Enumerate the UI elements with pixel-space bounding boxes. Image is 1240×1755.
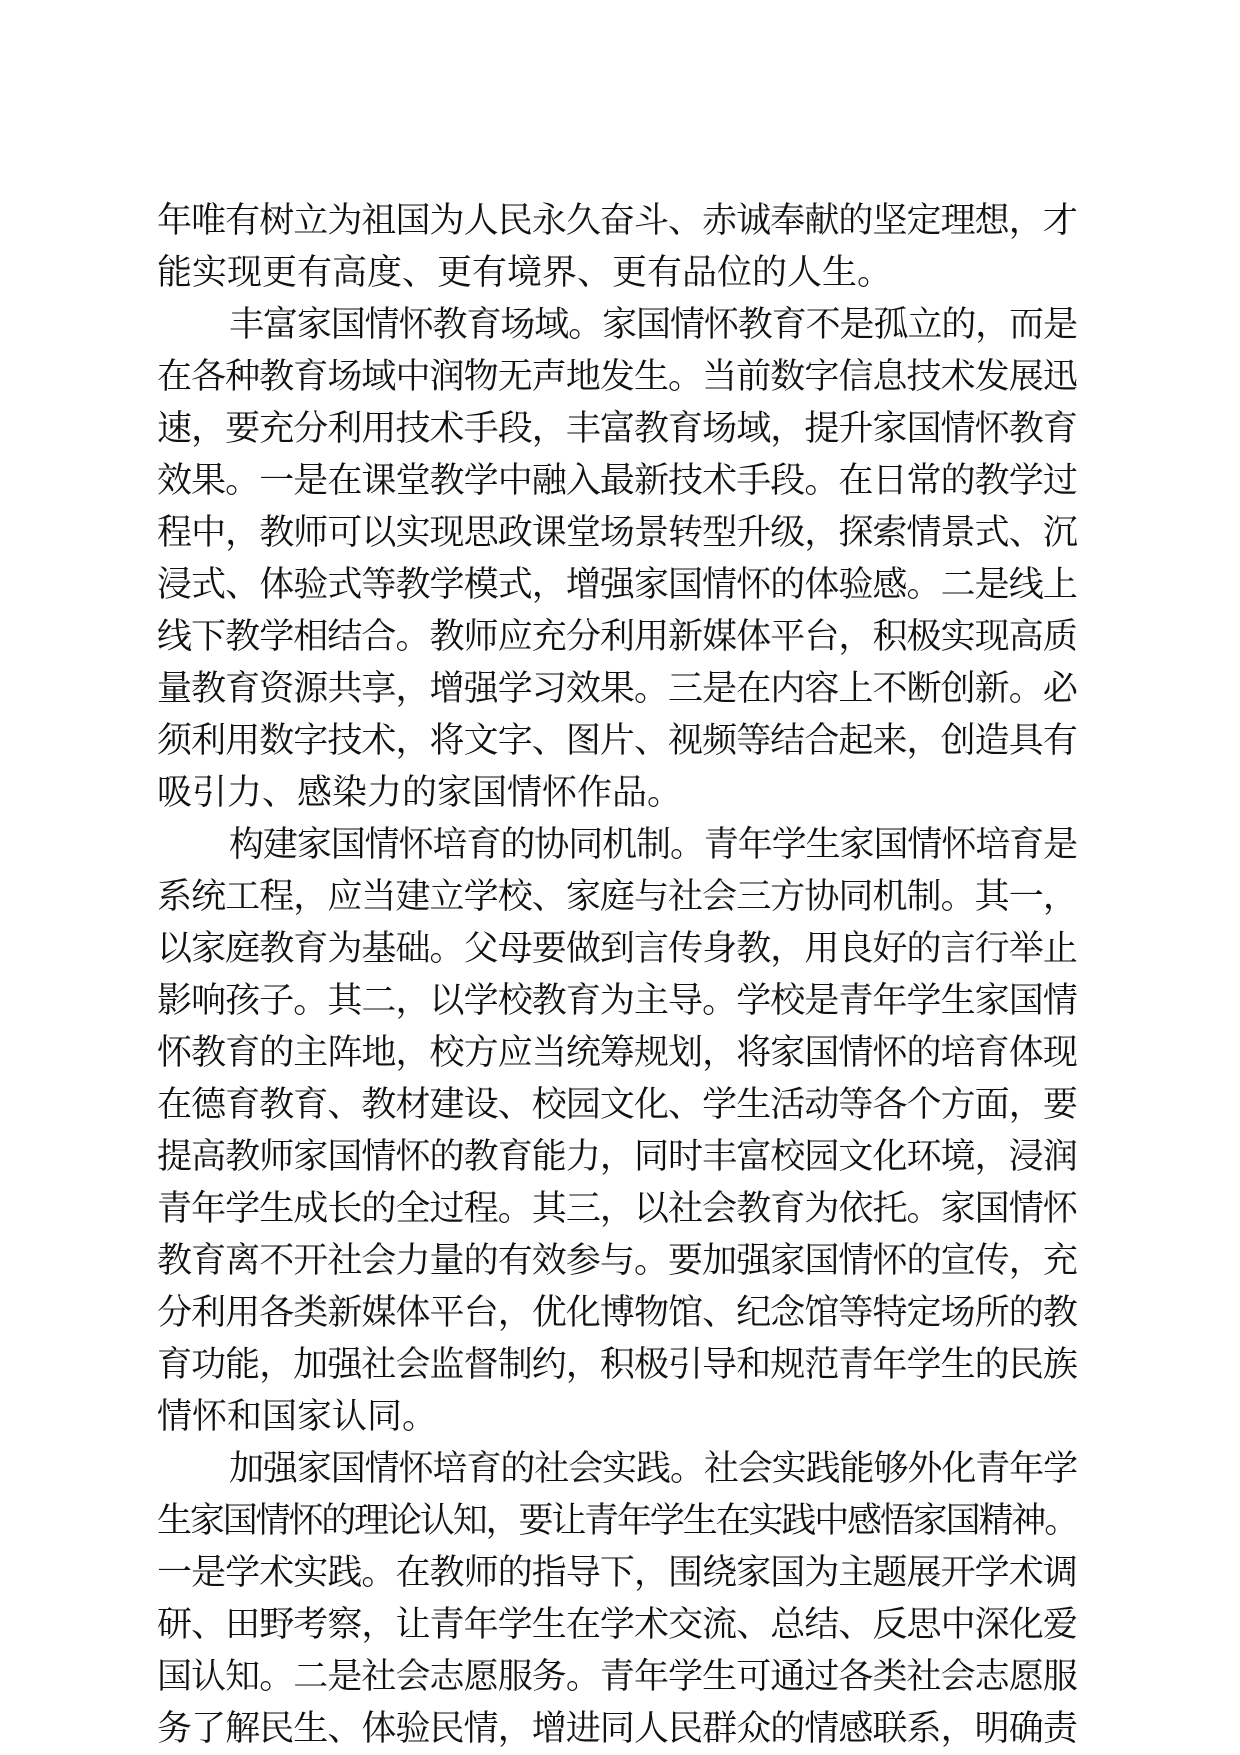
text-line: 浸式、体验式等教学模式，增强家国情怀的体验感。二是线上 <box>157 565 1077 605</box>
text-line: 一是学术实践。在教师的指导下，围绕家国为主题展开学术调 <box>157 1553 1077 1593</box>
text-line: 速，要充分利用技术手段，丰富教育场域，提升家国情怀教育 <box>157 409 1077 449</box>
text-line: 以家庭教育为基础。父母要做到言传身教，用良好的言行举止 <box>157 929 1077 969</box>
text-line: 生家国情怀的理论认知，要让青年学生在实践中感悟家国精神。 <box>157 1501 1078 1541</box>
text-line: 线下教学相结合。教师应充分利用新媒体平台，积极实现高质 <box>157 617 1077 657</box>
text-line: 情怀和国家认同。 <box>157 1397 438 1437</box>
paragraph-first-line: 构建家国情怀培育的协同机制。青年学生家国情怀培育是 <box>229 825 1078 865</box>
text-line: 效果。一是在课堂教学中融入最新技术手段。在日常的教学过 <box>157 461 1077 501</box>
text-line: 分利用各类新媒体平台，优化博物馆、纪念馆等特定场所的教 <box>157 1293 1077 1333</box>
text-line: 研、田野考察，让青年学生在学术交流、总结、反思中深化爱 <box>157 1605 1077 1645</box>
paragraph-first-line: 丰富家国情怀教育场域。家国情怀教育不是孤立的，而是 <box>229 305 1078 345</box>
text-line: 年唯有树立为祖国为人民永久奋斗、赤诚奉献的坚定理想，才 <box>157 201 1077 241</box>
text-line: 吸引力、感染力的家国情怀作品。 <box>157 773 683 813</box>
text-line: 程中，教师可以实现思政课堂场景转型升级，探索情景式、沉 <box>157 513 1077 553</box>
text-line: 在德育教育、教材建设、校园文化、学生活动等各个方面，要 <box>157 1085 1077 1125</box>
document-page <box>157 195 1077 1755</box>
text-line: 在各种教育场域中润物无声地发生。当前数字信息技术发展迅 <box>157 357 1077 397</box>
text-line: 国认知。二是社会志愿服务。青年学生可通过各类社会志愿服 <box>157 1657 1077 1697</box>
text-line: 教育离不开社会力量的有效参与。要加强家国情怀的宣传，充 <box>157 1241 1077 1281</box>
text-line: 影响孩子。其二，以学校教育为主导。学校是青年学生家国情 <box>157 981 1077 1021</box>
text-line: 育功能，加强社会监督制约，积极引导和规范青年学生的民族 <box>157 1345 1077 1385</box>
text-line: 怀教育的主阵地，校方应当统筹规划，将家国情怀的培育体现 <box>157 1033 1077 1073</box>
text-line: 须利用数字技术，将文字、图片、视频等结合起来，创造具有 <box>157 721 1077 761</box>
text-line: 系统工程，应当建立学校、家庭与社会三方协同机制。其一， <box>157 877 1077 917</box>
paragraph-first-line: 加强家国情怀培育的社会实践。社会实践能够外化青年学 <box>229 1449 1078 1489</box>
text-line: 提高教师家国情怀的教育能力，同时丰富校园文化环境，浸润 <box>157 1137 1077 1177</box>
text-line: 量教育资源共享，增强学习效果。三是在内容上不断创新。必 <box>157 669 1077 709</box>
text-line: 能实现更有高度、更有境界、更有品位的人生。 <box>157 253 893 293</box>
text-line: 青年学生成长的全过程。其三，以社会教育为依托。家国情怀 <box>157 1189 1077 1229</box>
text-line: 务了解民生、体验民情，增进同人民群众的情感联系，明确责 <box>157 1709 1077 1749</box>
